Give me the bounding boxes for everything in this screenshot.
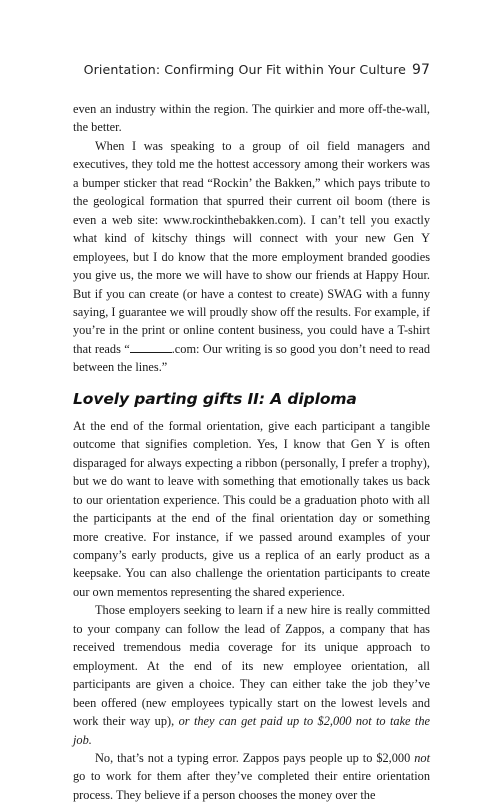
paragraph-text-b: .com: Our writing is so good you don’t need to read between the lines.” xyxy=(73,341,430,375)
paragraph-text-b: go to work for them after they’ve completed their entire orientation process. They believe if a person chooses the money over the xyxy=(73,769,430,802)
paragraph-diploma xyxy=(73,417,430,602)
paragraph-text-a: No, that’s not a typing error. Zappos pays people up to $2,000 xyxy=(95,750,415,765)
running-head xyxy=(70,62,430,78)
paragraph-continued xyxy=(73,100,430,137)
paragraph-text-italic: or they can get paid up to $2,000 not to take the job. xyxy=(73,714,430,747)
paragraph-typing-error xyxy=(73,749,430,804)
paragraph-bakken xyxy=(73,137,430,377)
body-text xyxy=(73,100,430,804)
paragraph-text-a: Those employers seeking to learn if a new hire is really committed to your company can follow the lead of Zappos, a company that has received tremendous media coverage for its unique approach to employment. At the end of its new employee orientation, all participants are given a choice. They can either take the job they’ve been offered (new employees typically start on the lowest levels and work their way up), xyxy=(73,603,430,729)
paragraph-zappos xyxy=(73,601,430,749)
fill-in-blank xyxy=(130,343,172,353)
paragraph-text-italic: not xyxy=(414,750,430,765)
section-heading: Lovely parting gifts II: A diploma xyxy=(73,389,357,408)
paragraph-text: At the end of the formal orientation, give each participant a tangible outcome that signifies completion. Yes, I know that Gen Y is often disparaged for always expecting a ribbon (personally, I prefer a trophy), but we do want to leave with something that emotionally takes us back to our orientation experience. This could be a graduation photo with all the participants at the end of the final orientation day or something more creative. For instance, if we passed around examples of your company’s early products, give us a replica of an early product as a keepsake. You can also challenge the orientation participants to create our own mementos representing the shared experience. xyxy=(73,418,430,599)
paragraph-text: even an industry within the region. The quirkier and more off-the-wall, the better. xyxy=(73,102,430,135)
paragraph-text-a: When I was speaking to a group of oil field managers and executives, they told me the hottest accessory among their workers was a bumper sticker that read “Rockin’ the Bakken,” which pays tribute to the geological formation that spurred their current oil boom (there is even a web site: www.rockinthebakken.com). I can’t tell you exactly what kind of kitschy things will connect with your new Gen Y employees, but I do know that the more employment branded goodies you give us, the more we will have to show our friends at Happy Hour. But if you can create (or have a contest to create) SWAG with a funny saying, I guarantee we will proudly show off the results. For example, if you’re in the print or online content business, you could have a T-shirt that reads “ xyxy=(73,138,430,356)
page-number: 97 xyxy=(411,62,430,78)
running-head-title: Orientation: Confirming Our Fit within Your Culture xyxy=(83,62,406,77)
